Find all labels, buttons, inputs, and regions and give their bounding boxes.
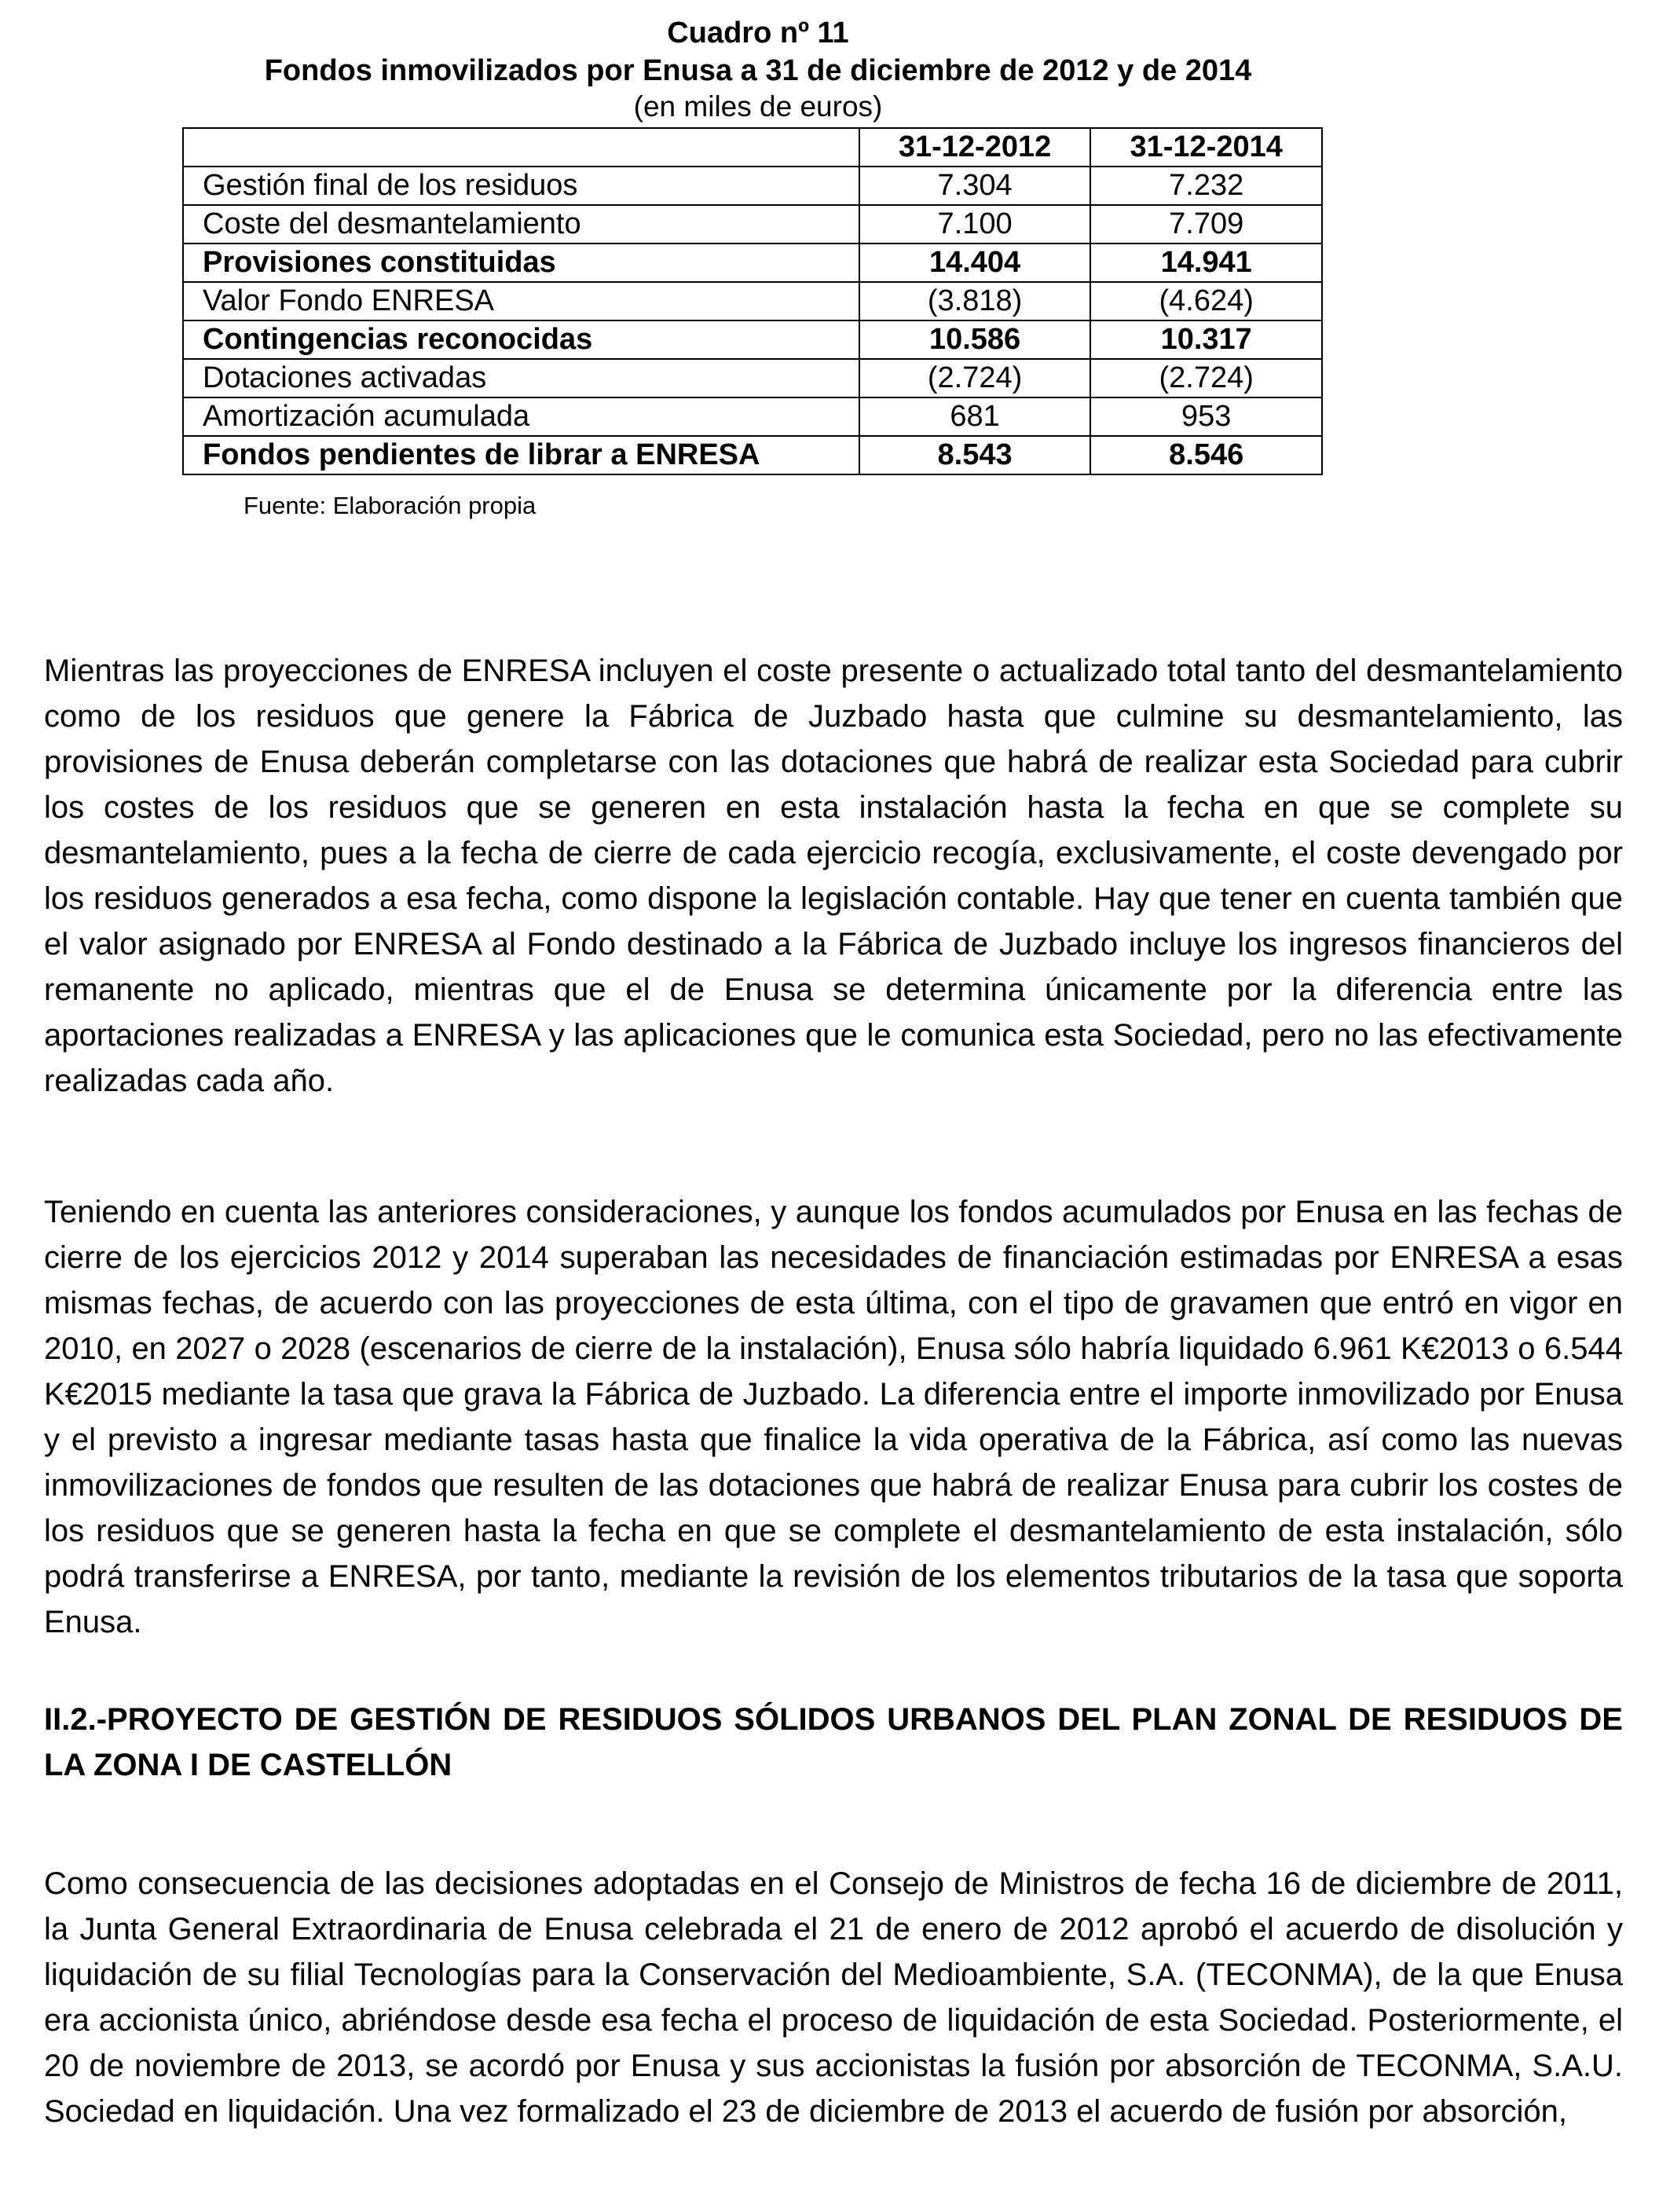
table-header-2012: 31-12-2012	[859, 128, 1091, 167]
table-row-total	[183, 320, 1322, 359]
value-2012: 7.100	[859, 205, 1091, 244]
value-2014: 14.941	[1090, 244, 1322, 282]
value-2012: (2.724)	[859, 359, 1091, 397]
table-row	[183, 397, 1322, 436]
value-2012: 681	[859, 397, 1091, 436]
table-header-row	[183, 128, 1322, 167]
value-2014: 10.317	[1090, 320, 1322, 359]
body-paragraph: Como consecuencia de las decisiones adoptadas en el Consejo de Ministros de fecha 16 de diciembre de 2011, la Junta General Extraordinaria de Enusa celebrada el 21 de enero de 2012 aprobó el acuerdo de disolución y liquidación de su filial Tecnologías para la Conservación del Medioambiente, S.A. (TECONMA), de la que Enusa era accionista único, abriéndose desde esa fecha el proceso de liquidación de esta Sociedad. Posteriormente, el 20 de noviembre de 2013, se acordó por Enusa y sus accionistas la fusión por absorción de TECONMA, S.A.U. Sociedad en liquidación. Una vez formalizado el 23 de diciembre de 2013 el acuerdo de fusión por absorción,	[44, 1866, 1623, 2129]
value-2012: 10.586	[859, 320, 1091, 359]
value-2014: 953	[1090, 397, 1322, 436]
table-row-total	[183, 436, 1322, 474]
value-2012: 14.404	[859, 244, 1091, 282]
table-row	[183, 205, 1322, 244]
value-2014: 8.546	[1090, 436, 1322, 474]
row-label: Gestión final de los residuos	[183, 167, 859, 205]
table-caption	[0, 14, 1516, 124]
table-row	[183, 282, 1322, 320]
row-label: Valor Fondo ENRESA	[183, 282, 859, 320]
table-number: Cuadro nº 11	[667, 16, 849, 49]
row-label: Provisiones constituidas	[183, 244, 859, 282]
value-2012: 8.543	[859, 436, 1091, 474]
table-row-total	[183, 244, 1322, 282]
row-label: Coste del desmantelamiento	[183, 205, 859, 244]
table-row	[183, 167, 1322, 205]
table-units: (en miles de euros)	[633, 90, 883, 123]
value-2014: (4.624)	[1090, 282, 1322, 320]
section-heading: II.2.-PROYECTO DE GESTIÓN DE RESIDUOS SÓLIDOS URBANOS DEL PLAN ZONAL DE RESIDUOS DE LA ZONA I DE CASTELLÓN	[44, 1702, 1623, 1782]
source-note: Fuente: Elaboración propia	[244, 492, 537, 519]
row-label: Fondos pendientes de librar a ENRESA	[183, 436, 859, 474]
value-2012: 7.304	[859, 167, 1091, 205]
funds-table	[182, 127, 1323, 475]
body-paragraph: Mientras las proyecciones de ENRESA incluyen el coste presente o actualizado total tanto del desmantelamiento como de los residuos que genere la Fábrica de Juzbado hasta que culmine su desmantelamiento, las provisiones de Enusa deberán completarse con las dotaciones que habrá de realizar esta Sociedad para cubrir los costes de los residuos que se generen en esta instalación hasta la fecha en que se complete su desmantelamiento, pues a la fecha de cierre de cada ejercicio recogía, exclusivamente, el coste devengado por los residuos generados a esa fecha, como dispone la legislación contable. Hay que tener en cuenta también que el valor asignado por ENRESA al Fondo destinado a la Fábrica de Juzbado incluye los ingresos financieros del remanente no aplicado, mientras que el de Enusa se determina únicamente por la diferencia entre las aportaciones realizadas a ENRESA y las aplicaciones que le comunica esta Sociedad, pero no las efectivamente realizadas cada año.	[44, 654, 1623, 1098]
value-2014: 7.232	[1090, 167, 1322, 205]
table-title: Fondos inmovilizados por Enusa a 31 de diciembre de 2012 y de 2014	[264, 54, 1252, 87]
value-2014: 7.709	[1090, 205, 1322, 244]
row-label: Amortización acumulada	[183, 397, 859, 436]
row-label: Contingencias reconocidas	[183, 320, 859, 359]
value-2012: (3.818)	[859, 282, 1091, 320]
table-row	[183, 359, 1322, 397]
body-paragraph: Teniendo en cuenta las anteriores consideraciones, y aunque los fondos acumulados por Enusa en las fechas de cierre de los ejercicios 2012 y 2014 superaban las necesidades de financiación estimadas por ENRESA a esas mismas fechas, de acuerdo con las proyecciones de esta última, con el tipo de gravamen que entró en vigor en 2010, en 2027 o 2028 (escenarios de cierre de la instalación), Enusa sólo habría liquidado 6.961 K€2013 o 6.544 K€2015 mediante la tasa que grava la Fábrica de Juzbado. La diferencia entre el importe inmovilizado por Enusa y el previsto a ingresar mediante tasas hasta que finalice la vida operativa de la Fábrica, así como las nuevas inmovilizaciones de fondos que resulten de las dotaciones que habrá de realizar Enusa para cubrir los costes de los residuos que se generen hasta la fecha en que se complete el desmantelamiento de esta instalación, sólo podrá transferirse a ENRESA, por tanto, mediante la revisión de los elementos tributarios de la tasa que soporta Enusa.	[44, 1195, 1623, 1639]
row-label: Dotaciones activadas	[183, 359, 859, 397]
table-header-empty	[183, 128, 859, 167]
value-2014: (2.724)	[1090, 359, 1322, 397]
table-header-2014: 31-12-2014	[1090, 128, 1322, 167]
